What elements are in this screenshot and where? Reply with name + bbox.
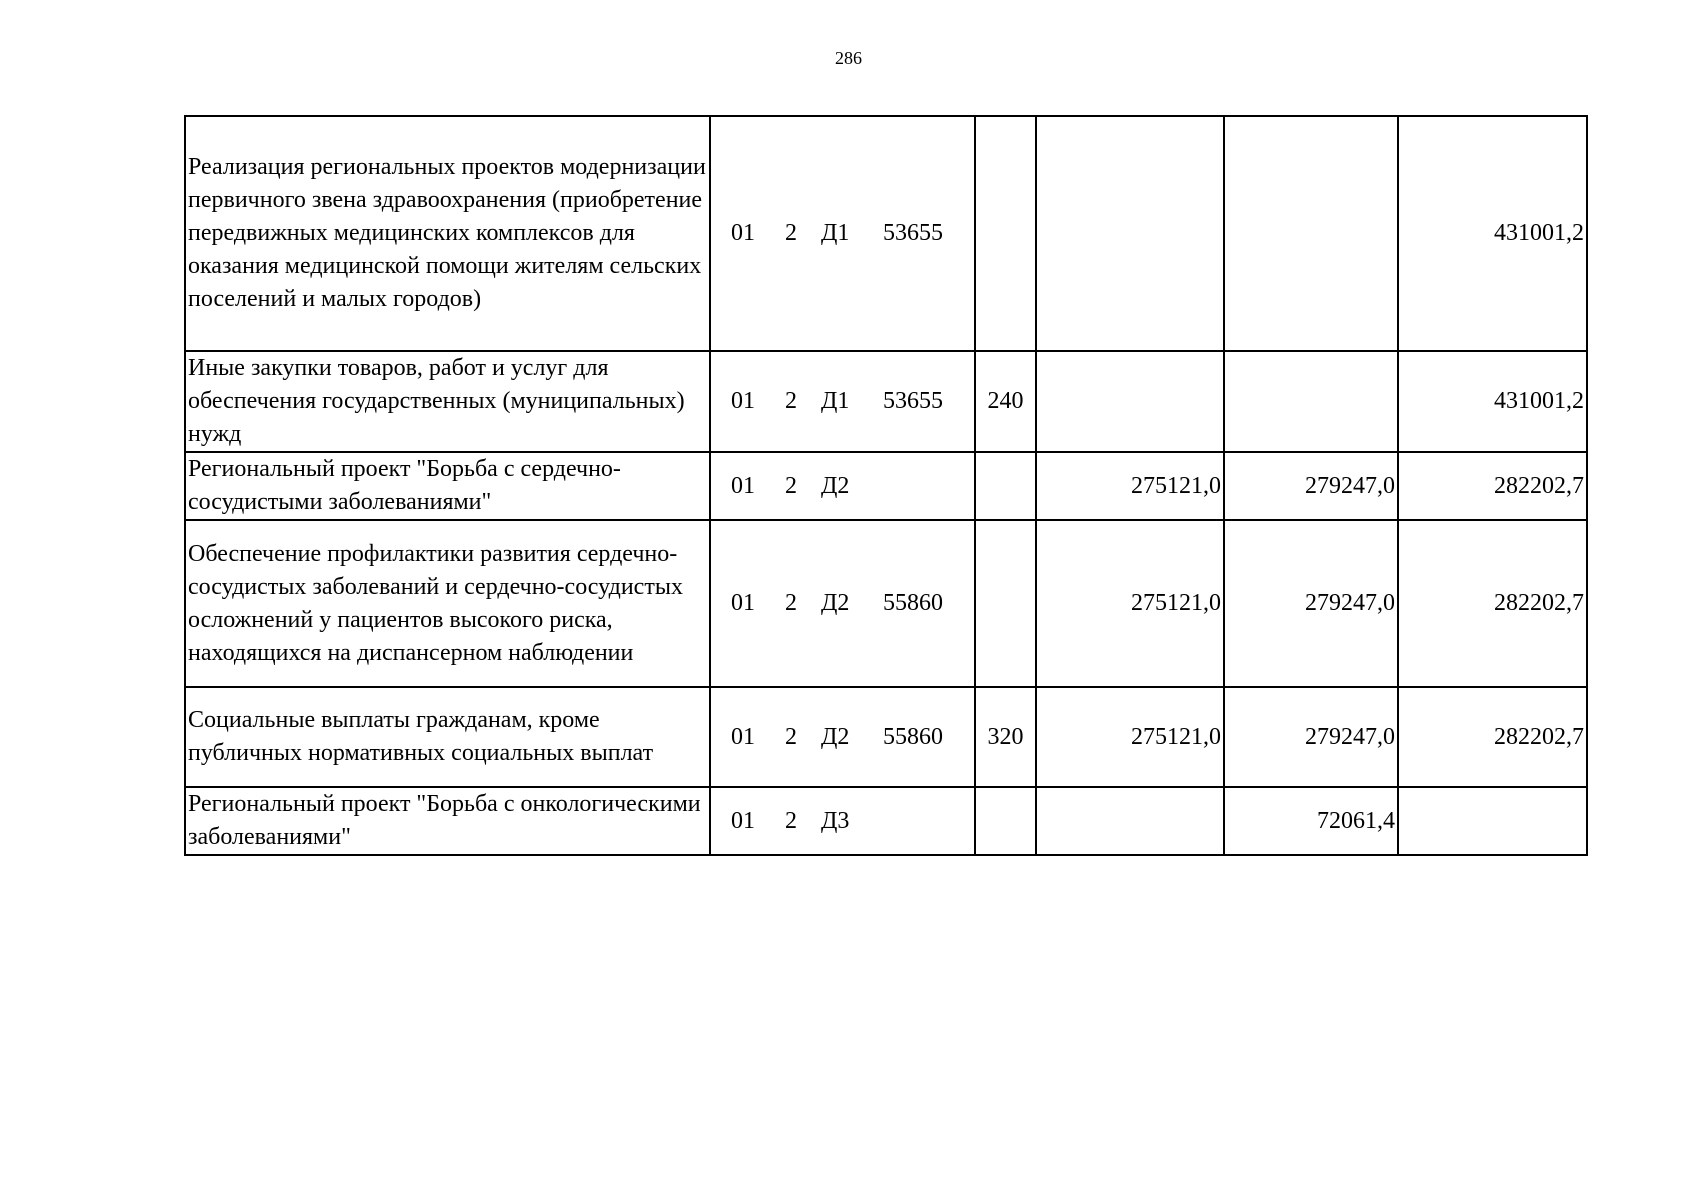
subprogram-code: 2 bbox=[785, 807, 797, 834]
amount-year-3: 431001,2 bbox=[1398, 116, 1587, 351]
subprogram-code: 2 bbox=[785, 723, 797, 750]
amount-year-3: 282202,7 bbox=[1398, 452, 1587, 520]
project-code: Д2 bbox=[821, 590, 850, 616]
amount-year-1: 275121,0 bbox=[1036, 520, 1224, 687]
direction-code: 55860 bbox=[883, 590, 943, 616]
classification-code-cell bbox=[710, 687, 975, 787]
project-code: Д2 bbox=[821, 472, 850, 499]
project-code: Д1 bbox=[821, 388, 850, 414]
amount-year-1 bbox=[1036, 351, 1224, 452]
classification-code-cell bbox=[710, 351, 975, 452]
direction-code: 53655 bbox=[883, 220, 943, 246]
subprogram-code: 2 bbox=[785, 388, 797, 414]
amount-year-2: 279247,0 bbox=[1224, 452, 1398, 520]
amount-year-1 bbox=[1036, 116, 1224, 351]
row-name-cell: Обеспечение профилактики развития сердечно-сосудистых заболеваний и сердечно-сосудистых осложнений у пациентов высокого риска, находящихся на диспансерном наблюдении bbox=[185, 520, 710, 687]
expense-type-cell bbox=[975, 520, 1036, 687]
amount-year-1: 275121,0 bbox=[1036, 687, 1224, 787]
table-row bbox=[185, 520, 1587, 687]
table-row bbox=[185, 687, 1587, 787]
amount-year-2 bbox=[1224, 116, 1398, 351]
direction-code: 55860 bbox=[883, 723, 943, 750]
program-code: 01 bbox=[731, 472, 755, 499]
subprogram-code: 2 bbox=[785, 220, 797, 246]
classification-code-cell bbox=[710, 787, 975, 855]
amount-year-3: 282202,7 bbox=[1398, 687, 1587, 787]
amount-year-2 bbox=[1224, 351, 1398, 452]
row-name-cell: Региональный проект "Борьба с сердечно-сосудистыми заболеваниями" bbox=[185, 452, 710, 520]
project-code: Д2 bbox=[821, 723, 850, 750]
row-name-cell: Социальные выплаты гражданам, кроме публичных нормативных социальных выплат bbox=[185, 687, 710, 787]
row-name-cell: Реализация региональных проектов модернизации первичного звена здравоохранения (приобретение передвижных медицинских комплексов для оказания медицинской помощи жителям сельских поселений и малых городов) bbox=[185, 116, 710, 351]
amount-year-3: 431001,2 bbox=[1398, 351, 1587, 452]
row-name-cell: Иные закупки товаров, работ и услуг для обеспечения государственных (муниципальных) нужд bbox=[185, 351, 710, 452]
expense-type-cell: 320 bbox=[975, 687, 1036, 787]
program-code: 01 bbox=[731, 388, 755, 414]
amount-year-1 bbox=[1036, 787, 1224, 855]
amount-year-3 bbox=[1398, 787, 1587, 855]
amount-year-2: 279247,0 bbox=[1224, 687, 1398, 787]
classification-code-cell bbox=[710, 520, 975, 687]
expense-type-cell bbox=[975, 452, 1036, 520]
expense-type-cell: 240 bbox=[975, 351, 1036, 452]
table-row bbox=[185, 452, 1587, 520]
table-row bbox=[185, 351, 1587, 452]
direction-code: 53655 bbox=[883, 388, 943, 414]
classification-code-cell bbox=[710, 116, 975, 351]
program-code: 01 bbox=[731, 723, 755, 750]
table-row bbox=[185, 787, 1587, 855]
subprogram-code: 2 bbox=[785, 472, 797, 499]
program-code: 01 bbox=[731, 590, 755, 616]
classification-code-cell bbox=[710, 452, 975, 520]
page-number: 286 bbox=[835, 48, 862, 68]
amount-year-2: 72061,4 bbox=[1224, 787, 1398, 855]
project-code: Д1 bbox=[821, 220, 850, 246]
program-code: 01 bbox=[731, 220, 755, 246]
row-name-cell: Региональный проект "Борьба с онкологическими заболеваниями" bbox=[185, 787, 710, 855]
expense-type-cell bbox=[975, 787, 1036, 855]
table-row bbox=[185, 116, 1587, 351]
project-code: Д3 bbox=[821, 807, 850, 834]
budget-table bbox=[184, 115, 1588, 856]
program-code: 01 bbox=[731, 807, 755, 834]
amount-year-1: 275121,0 bbox=[1036, 452, 1224, 520]
amount-year-2: 279247,0 bbox=[1224, 520, 1398, 687]
expense-type-cell bbox=[975, 116, 1036, 351]
amount-year-3: 282202,7 bbox=[1398, 520, 1587, 687]
subprogram-code: 2 bbox=[785, 590, 797, 616]
